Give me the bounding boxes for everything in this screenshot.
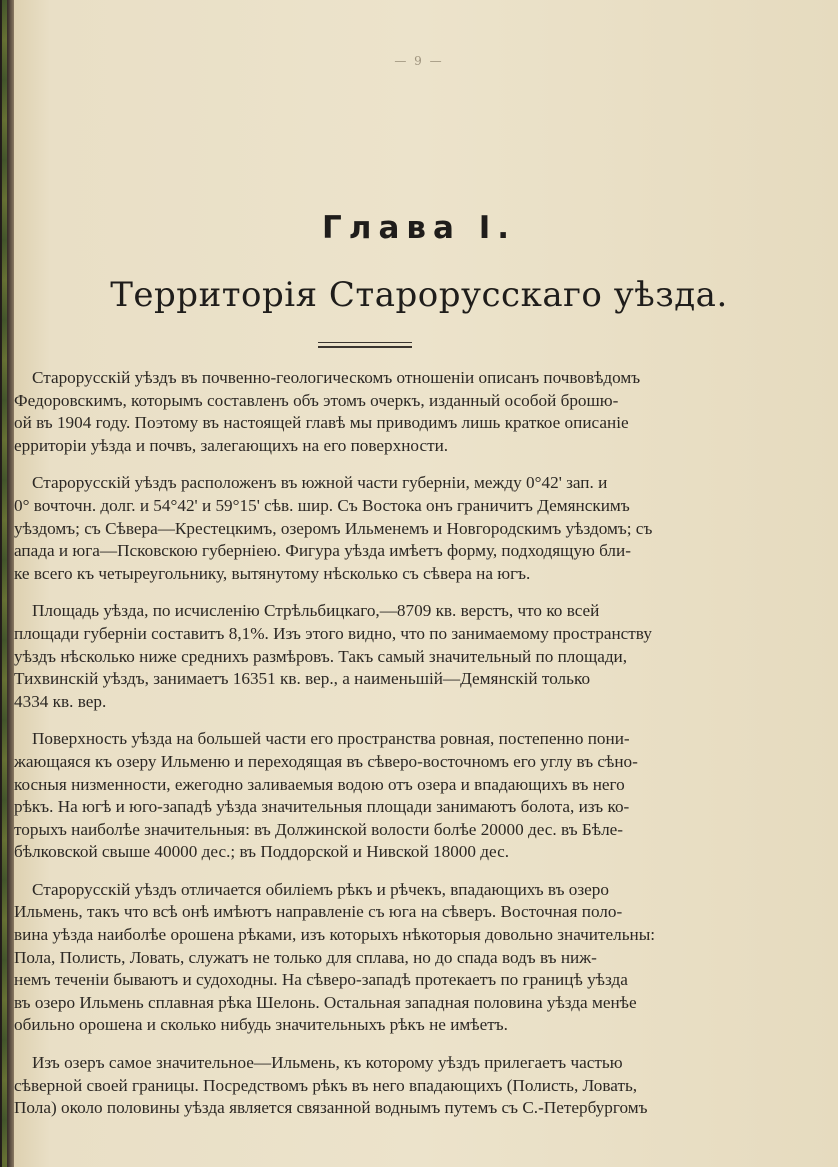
paragraph-1 (0, 367, 738, 457)
page-folio: — 9 — (394, 54, 444, 68)
text-line: Старорусскій уѣздъ отличается обиліемъ рѣкъ и рѣчекъ, впадающихъ въ озеро (32, 879, 609, 899)
text-line: ке всего къ четыреугольнику, вытянутому нѣсколько съ сѣвера на югъ. (14, 563, 531, 583)
text-line: въ озеро Ильмень сплавная рѣка Шелонь. Остальная западная половина уѣзда менѣе (14, 992, 637, 1012)
text-line: Изъ озеръ самое значительное—Ильмень, къ которому уѣздъ прилегаетъ частью (32, 1053, 623, 1073)
decorative-rule (318, 342, 412, 348)
text-line: площади губерніи составитъ 8,1%. Изъ этого видно, что по занимаемому пространству (14, 623, 652, 643)
text-line: Старорусскій уѣздъ въ почвенно-геологическомъ отношеніи описанъ почвовѣдомъ (32, 368, 641, 387)
paragraph-5 (0, 879, 738, 1037)
text-line: сѣверной своей границы. Посредствомъ рѣкъ въ него впадающихъ (Полисть, Ловать, (14, 1075, 638, 1095)
text-line: жающаяся къ озеру Ильменю и переходящая въ сѣверо-восточномъ его углу въ сѣно- (14, 751, 638, 771)
paragraph-4 (0, 728, 738, 864)
text-line: бѣлковской свыше 40000 дес.; въ Поддорской и Нивской 18000 дес. (14, 842, 510, 862)
text-line: 0° вочточн. долг. и 54°42' и 59°15' сѣв. шир. Съ Востока онъ граничитъ Демянскимъ (14, 495, 630, 515)
text-line: косныя низменности, ежегодно заливаемыя водою отъ озера и впадающихъ въ него (14, 774, 625, 794)
body-text (0, 367, 738, 1135)
paragraph-6 (0, 1052, 738, 1120)
text-line: обильно орошена и сколько нибудь значительныхъ рѣкъ не имѣетъ. (14, 1015, 508, 1035)
text-line: торыхъ наиболѣе значительныя: въ Должинской волости болѣе 20000 дес. въ Бѣле- (14, 819, 624, 839)
text-line: вина уѣзда наиболѣе орошена рѣками, изъ которыхъ нѣкоторыя довольно значительны: (14, 925, 656, 945)
text-line: Тихвинскій уѣздъ, занимаетъ 16351 кв. вер., а наименьшій—Демянскій только (14, 669, 591, 689)
text-line: ой въ 1904 году. Поэтому въ настоящей главѣ мы приводимъ лишь краткое описаніе (14, 413, 629, 433)
text-line: ерриторіи уѣзда и почвъ, залегающихъ на его поверхности. (14, 435, 449, 455)
text-line: рѣкъ. На югѣ и юго-западѣ уѣзда значительныя площади занимаютъ болота, изъ ко- (14, 797, 630, 817)
text-line: Пола, Полисть, Ловать, служатъ не только для сплава, но до спада водъ въ ниж- (14, 947, 597, 967)
text-line: уѣздомъ; съ Сѣвера—Крестецкимъ, озеромъ Ильменемъ и Новгородскимъ уѣздомъ; съ (14, 518, 653, 538)
text-line: немъ теченіи бываютъ и судоходны. На сѣверо-западѣ протекаетъ по границѣ уѣзда (14, 970, 628, 990)
text-line: Площадь уѣзда, по исчисленію Стрѣльбицкаго,—8709 кв. верстъ, что ко всей (32, 601, 600, 621)
text-line: Пола) около половины уѣзда является связанной воднымъ путемъ съ С.-Петербургомъ (14, 1098, 648, 1118)
chapter-title: Глава I. (321, 210, 517, 246)
paragraph-2 (0, 472, 738, 585)
chapter-subtitle: Территорія Старорусскаго уѣзда. (110, 275, 728, 315)
text-line: Федоровскимъ, которымъ составленъ объ этомъ очеркъ, изданный особой брошю- (14, 390, 619, 410)
text-line: Поверхность уѣзда на большей части его пространства ровная, постепенно пони- (32, 729, 630, 749)
text-line: Ильмень, такъ что всѣ онѣ имѣютъ направленіе съ юга на сѣверъ. Восточная поло- (14, 902, 623, 922)
text-line: апада и юга—Псковскою губерніею. Фигура уѣзда имѣетъ форму, подходящую бли- (14, 541, 631, 561)
text-line: уѣздъ нѣсколько ниже среднихъ размѣровъ. Такъ самый значительный по площади, (14, 646, 628, 666)
paragraph-3 (0, 600, 738, 713)
text-line: Старорусскій уѣздъ расположенъ въ южной части губерніи, между 0°42' зап. и (32, 473, 608, 493)
text-line: 4334 кв. вер. (14, 691, 107, 711)
